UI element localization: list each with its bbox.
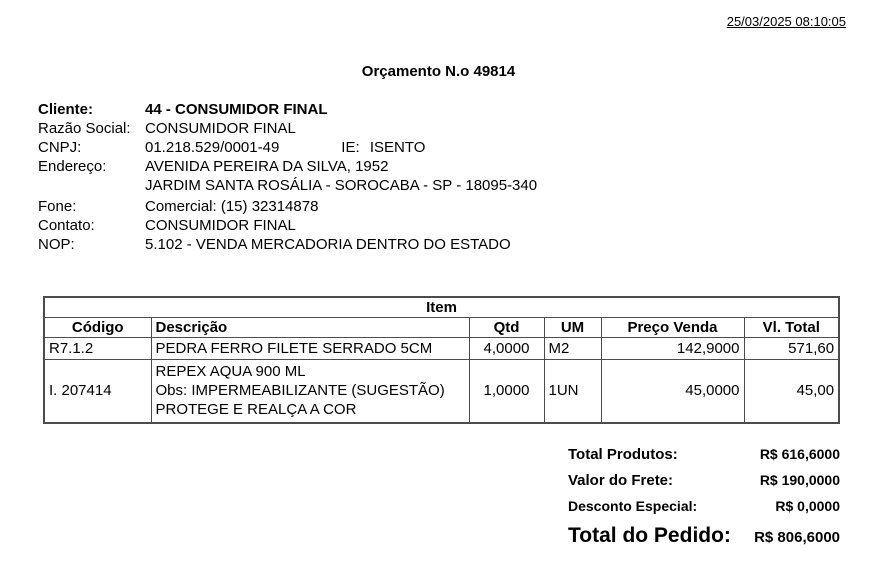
cnpj-value: 01.218.529/0001-49 xyxy=(145,139,280,156)
totals-block xyxy=(568,446,840,554)
razao-social-label: Razão Social: xyxy=(38,120,131,137)
descricao-line: PEDRA FERRO FILETE SERRADO 5CM xyxy=(155,340,433,357)
column-header-qtd: Qtd xyxy=(469,318,544,338)
client-row-endereco xyxy=(38,157,537,176)
ie-group xyxy=(341,138,425,157)
item-qtd: 4,0000 xyxy=(469,338,544,360)
fone-label: Fone: xyxy=(38,198,77,215)
valor-frete-row xyxy=(568,472,840,498)
client-row-fone xyxy=(38,197,537,216)
valor-frete-label: Valor do Frete: xyxy=(568,472,674,489)
desconto-especial-row xyxy=(568,498,840,524)
endereco-line2: JARDIM SANTA ROSÁLIA - SOROCABA - SP - 18095-340 xyxy=(145,177,538,194)
items-table-header-row xyxy=(44,318,839,338)
descricao-line: PROTEGE E REALÇA A COR xyxy=(155,401,357,419)
endereco-line1: AVENIDA PEREIRA DA SILVA, 1952 xyxy=(145,158,389,175)
descricao-line: Obs: IMPERMEABILIZANTE (SUGESTÃO) xyxy=(155,382,445,400)
total-pedido-value: R$ 806,6000 xyxy=(754,529,840,546)
total-produtos-row xyxy=(568,446,840,472)
total-produtos-value: R$ 616,6000 xyxy=(759,446,840,462)
client-row-contato xyxy=(38,216,537,235)
items-table-caption-row xyxy=(44,297,839,318)
desconto-especial-label: Desconto Especial: xyxy=(568,498,698,514)
item-vl-total: 571,60 xyxy=(744,338,839,360)
page-title: Orçamento N.o 49814 xyxy=(361,63,516,80)
item-um: M2 xyxy=(544,338,601,360)
column-header-codigo: Código xyxy=(44,318,151,338)
razao-social-value: CONSUMIDOR FINAL xyxy=(145,120,296,137)
endereco-label: Endereço: xyxy=(38,158,107,175)
total-produtos-label: Total Produtos: xyxy=(568,446,678,463)
client-row-cliente xyxy=(38,100,537,119)
nop-value: 5.102 - VENDA MERCADORIA DENTRO DO ESTADO xyxy=(145,236,511,253)
item-codigo: I. 207414 xyxy=(44,360,151,423)
fone-value: Comercial: (15) 32314878 xyxy=(145,198,319,215)
cliente-value: 44 - CONSUMIDOR FINAL xyxy=(145,101,328,118)
valor-frete-value: R$ 190,0000 xyxy=(759,472,840,488)
table-row xyxy=(44,338,839,360)
contato-value: CONSUMIDOR FINAL xyxy=(145,217,296,234)
client-row-nop xyxy=(38,235,537,254)
client-row-cnpj xyxy=(38,138,537,157)
client-row-razao-social xyxy=(38,119,537,138)
client-info-block xyxy=(38,100,537,254)
cliente-label: Cliente: xyxy=(38,101,94,118)
column-header-preco-venda: Preço Venda xyxy=(601,318,744,338)
item-descricao xyxy=(151,338,469,360)
column-header-um: UM xyxy=(544,318,601,338)
print-timestamp: 25/03/2025 08:10:05 xyxy=(726,14,846,29)
item-descricao xyxy=(151,360,469,423)
column-header-vl-total: Vl. Total xyxy=(744,318,839,338)
descricao-line: REPEX AQUA 900 ML xyxy=(155,363,306,381)
item-preco-venda: 45,0000 xyxy=(601,360,744,423)
ie-value: ISENTO xyxy=(369,139,426,156)
item-codigo: R7.1.2 xyxy=(44,338,151,360)
items-table-caption: Item xyxy=(44,297,839,318)
desconto-especial-value: R$ 0,0000 xyxy=(775,498,840,514)
total-pedido-label: Total do Pedido: xyxy=(568,524,731,547)
nop-label: NOP: xyxy=(38,236,75,253)
items-table xyxy=(43,296,840,424)
item-preco-venda: 142,9000 xyxy=(601,338,744,360)
total-pedido-row xyxy=(568,524,840,554)
contato-label: Contato: xyxy=(38,217,95,234)
cnpj-label: CNPJ: xyxy=(38,139,82,156)
item-qtd: 1,0000 xyxy=(469,360,544,423)
column-header-descricao: Descrição xyxy=(151,318,469,338)
ie-label: IE: xyxy=(341,139,360,156)
item-vl-total: 45,00 xyxy=(744,360,839,423)
item-um: 1UN xyxy=(544,360,601,423)
table-row xyxy=(44,360,839,423)
